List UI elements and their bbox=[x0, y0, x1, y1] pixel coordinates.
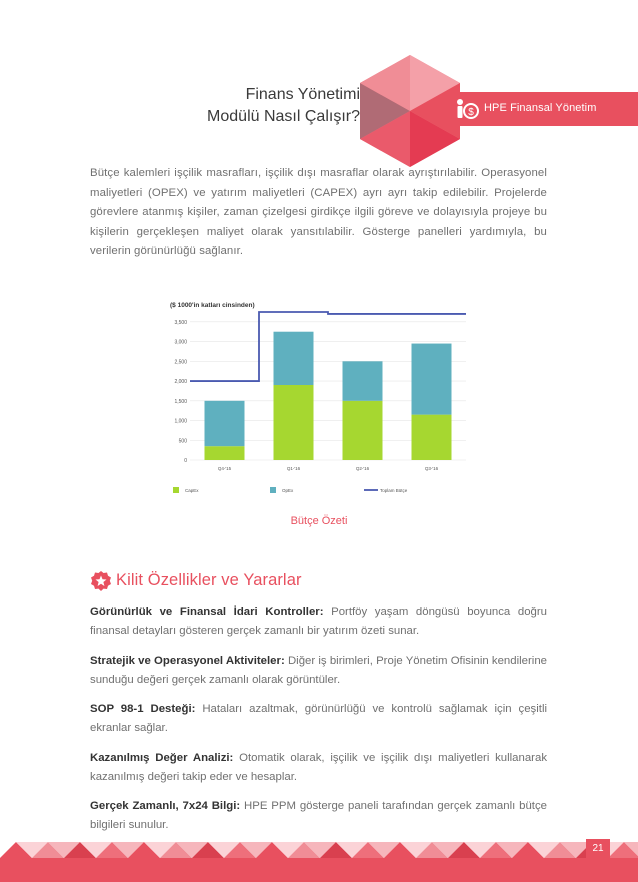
feature-title: Gerçek Zamanlı, 7x24 Bilgi: bbox=[90, 800, 241, 812]
y-tick-label: 0 bbox=[184, 458, 187, 464]
page-title-line1: Finans Yönetimi bbox=[245, 86, 360, 103]
y-tick-label: 1,000 bbox=[174, 418, 187, 425]
chart-title: ($ 1000'in katları cinsinden) bbox=[170, 302, 255, 309]
page-number: 21 bbox=[586, 839, 610, 859]
legend-label: Toplam Bütçe bbox=[380, 488, 408, 493]
feature-title: Stratejik ve Operasyonel Aktiviteler: bbox=[90, 654, 285, 667]
y-tick-label: 500 bbox=[178, 438, 187, 445]
star-badge-icon bbox=[90, 570, 112, 592]
brand-logo-icon bbox=[452, 94, 482, 124]
legend-swatch bbox=[270, 487, 276, 493]
bar-opex bbox=[205, 401, 245, 446]
legend-swatch bbox=[173, 487, 179, 493]
y-tick-label: 2,000 bbox=[174, 379, 187, 386]
bar-opex bbox=[274, 332, 314, 385]
y-tick-label: 2,500 bbox=[174, 359, 187, 366]
x-tick-label: Q3-'16 bbox=[424, 466, 439, 471]
feature-text: Otomatik olarak, işçilik ve işçilik dışı maliyetleri kullanarak kazanılmış değeri takip eder ve hesaplar. bbox=[90, 751, 548, 783]
bar-capex bbox=[274, 385, 314, 460]
feature-title: SOP 98-1 Desteği: bbox=[90, 703, 196, 715]
legend-label: OpEx bbox=[282, 488, 294, 493]
bar-capex bbox=[205, 446, 245, 460]
intro-paragraph: Bütçe kalemleri işçilik masrafları, işçilik dışı masraflar olarak ayrıştırılabilir. Operasyonel maliyetleri (OPEX) ve yatırım maliyetleri (CAPEX) ayrı ayrı takip edilebilir. Projelerde görevlere atanmış kişiler, zaman çizelgesi girdikçe ilgili göreve ve dolayısıyla projeye bu kişilerin gerçekleşen maliyet olarak yansıtılabilir. Gösterge panelleri yardımıyla, bu verilerin görünürlüğü sağlanır. bbox=[90, 167, 547, 257]
bar-opex bbox=[343, 361, 383, 400]
footer-triangle-pattern bbox=[0, 842, 638, 858]
x-tick-label: Q2-'16 bbox=[355, 466, 370, 471]
x-tick-label: Q1-'16 bbox=[286, 466, 301, 471]
budget-chart bbox=[168, 296, 470, 506]
feature-item bbox=[90, 797, 547, 835]
footer-bar bbox=[0, 858, 638, 882]
legend-label: CapEx bbox=[185, 488, 199, 493]
y-tick-label: 3,000 bbox=[174, 339, 187, 346]
feature-text: Portföy yaşam döngüsü boyunca doğru finansal detayları gösteren gerçek zamanlı bir yatırım özeti sunar. bbox=[90, 606, 547, 637]
y-tick-label: 1,500 bbox=[174, 398, 187, 405]
feature-text: HPE PPM gösterge paneli tarafından gerçek zamanlı bütçe bilgileri sunulur. bbox=[90, 800, 547, 831]
feature-title: Görünürlük ve Finansal İdari Kontroller: bbox=[90, 606, 324, 618]
feature-item bbox=[90, 652, 547, 690]
feature-item bbox=[90, 603, 547, 641]
x-tick-label: Q4-'15 bbox=[217, 466, 232, 471]
feature-text: Hataları azaltmak, görünürlüğü ve kontrolü sağlamak için çeşitli ekranlar sağlar. bbox=[90, 703, 548, 734]
feature-text: Diğer iş birimleri, Proje Yönetim Ofisinin kendilerine sunduğu değeri gerçek zamanlı olarak görüntüler. bbox=[90, 654, 547, 686]
feature-list bbox=[90, 603, 547, 846]
page-title bbox=[207, 84, 360, 128]
bar-opex bbox=[412, 344, 452, 415]
chart-caption: Bütçe Özeti bbox=[290, 515, 348, 527]
feature-item bbox=[90, 749, 547, 787]
section-title: Kilit Özellikler ve Yararlar bbox=[116, 571, 302, 589]
svg-text:$: $ bbox=[468, 107, 474, 118]
y-tick-label: 3,500 bbox=[174, 319, 187, 326]
bar-capex bbox=[343, 401, 383, 460]
feature-title: Kazanılmış Değer Analizi: bbox=[90, 751, 234, 764]
page-title-line2: Modülü Nasıl Çalışır? bbox=[207, 108, 360, 125]
bar-capex bbox=[412, 415, 452, 460]
brand-name: HPE Finansal Yönetim bbox=[484, 102, 597, 114]
feature-item bbox=[90, 700, 547, 738]
